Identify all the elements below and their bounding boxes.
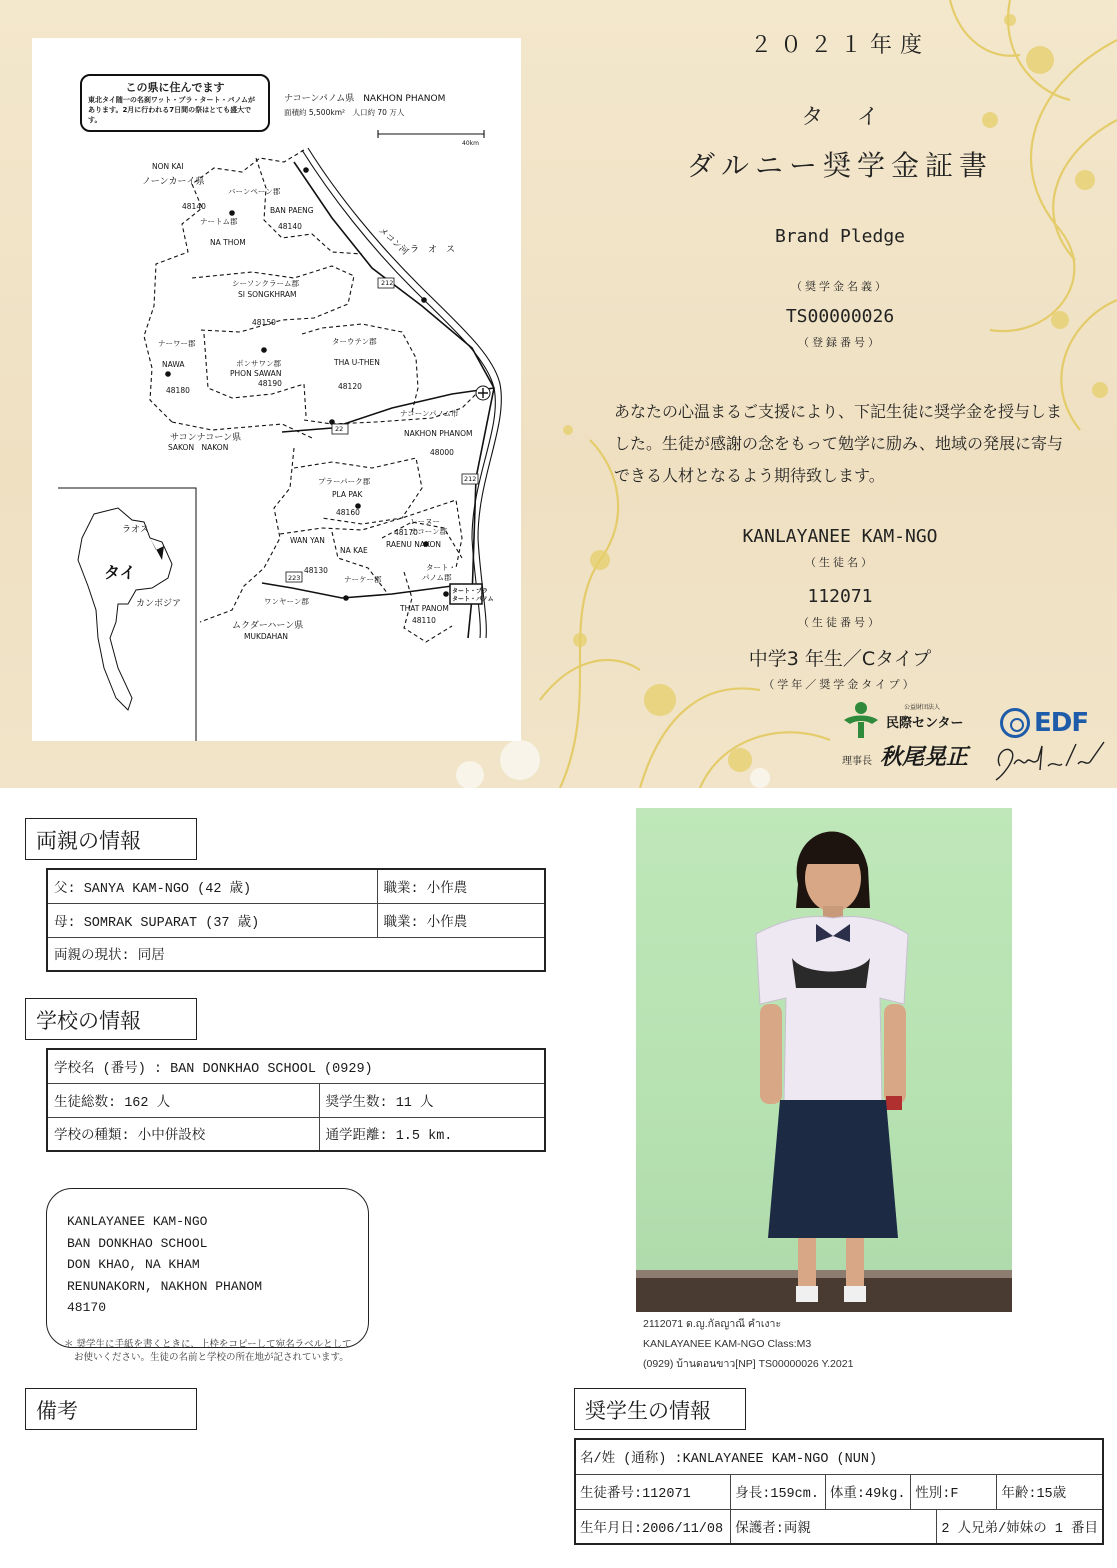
father-job-cell: 職業: 小作農: [377, 869, 545, 903]
map-label: 48110: [412, 616, 436, 625]
age-cell: 年齢:15歳: [997, 1474, 1103, 1509]
map-label: カンボジア: [136, 599, 182, 609]
map-label: BAN PAENG: [270, 206, 314, 215]
map-label: 48160: [336, 508, 360, 517]
map-label: PHON SAWAN: [230, 369, 282, 378]
map-province-name: ナコーンパノム県 NAKHON PHANOM: [284, 94, 446, 104]
parents-table: [46, 868, 546, 972]
map-label: ムクダーハーン県: [232, 621, 304, 631]
map-label: 48000: [430, 448, 454, 457]
org-emblem-icon: [842, 700, 880, 738]
map-label: THA U-THEN: [334, 358, 380, 367]
table-row: [47, 1117, 545, 1151]
address-label: [46, 1188, 369, 1348]
siblings-cell: 2 人兄弟/姉妹の 1 番目: [937, 1509, 1103, 1544]
map-label: パノム郡: [422, 573, 452, 582]
province-map: [32, 38, 521, 741]
map-label: NA THOM: [210, 238, 246, 247]
school-name-cell: 学校名 (番号) : BAN DONKHAO SCHOOL (0929): [47, 1049, 545, 1083]
map-label: ナーワー郡: [158, 339, 196, 348]
map-label: ナートム郡: [200, 217, 238, 226]
map-label: ナコーン郡: [410, 527, 448, 536]
map-label: 48130: [304, 566, 328, 575]
address-note-line: ＊ 奨学生に手紙を書くときに、上枠をコピーして宛名ラベルとして: [64, 1339, 352, 1350]
map-legend-title: この県に住んでます: [125, 81, 225, 94]
edf-emblem-icon: [1000, 708, 1030, 738]
student-name: KANLAYANEE KAM-NGO: [742, 526, 938, 547]
parents-status-cell: 両親の現状: 同居: [47, 937, 545, 971]
scholar-name-cell: 名/姓 (通称) :KANLAYANEE KAM-NGO (NUN): [575, 1439, 1103, 1474]
president-label: 理事長: [842, 756, 872, 767]
student-photo: [636, 808, 1012, 1312]
map-label: ラ オ ス: [410, 245, 456, 255]
table-row: [575, 1474, 1103, 1509]
total-students-cell: 生徒総数: 162 人: [47, 1083, 319, 1117]
map-label: プラーパーク郡: [318, 477, 371, 486]
map-label: ターウテン郡: [332, 337, 377, 346]
map-label: PLA PAK: [332, 490, 363, 499]
table-row: [47, 1083, 545, 1117]
map-legend-box: [80, 74, 270, 132]
father-cell: 父: SANYA KAM-NGO (42 歳): [47, 869, 377, 903]
map-label: 48170: [394, 528, 418, 537]
birthdate-cell: 生年月日:2006/11/08: [575, 1509, 731, 1544]
address-note: [64, 1338, 352, 1364]
map-label: ナコーンパノム市: [400, 409, 459, 418]
certificate-title: ダルニー奨学金証書: [686, 149, 993, 182]
map-label: 48140: [182, 202, 206, 211]
photo-caption-line: (0929) บ้านดอนขาว[NP] TS00000026 Y.2021: [643, 1358, 854, 1370]
map-label: 212: [381, 279, 394, 287]
map-label: サコンナコーン県: [170, 433, 242, 443]
photo-caption-line: KANLAYANEE KAM-NGO Class:M3: [643, 1338, 812, 1350]
scholar-heading: 奨学生の情報: [574, 1388, 746, 1430]
map-label: NA KAE: [340, 546, 368, 555]
map-label: ラオス: [122, 525, 149, 535]
certificate-country: タイ: [801, 105, 913, 130]
map-legend-body: 東北タイ随一の名刹ワット・プラ・タート・パノムがあります。2月に行われる7日間の祭はとても盛大です。: [88, 96, 256, 124]
table-row: [47, 937, 545, 971]
school-type-cell: 学校の種類: 小中併設校: [47, 1117, 319, 1151]
photo-caption-line: 2112071 ด.ญ.กัลญาณี คำเงาะ: [643, 1318, 782, 1330]
map-label: 48120: [338, 382, 362, 391]
table-row: [47, 869, 545, 903]
school-table: [46, 1048, 546, 1152]
map-label: 22: [335, 425, 344, 433]
scholar-table: [574, 1438, 1104, 1545]
school-distance-cell: 通学距離: 1.5 km.: [319, 1117, 545, 1151]
remarks-heading: 備考: [25, 1388, 197, 1430]
address-line: DON KHAO, NA KHAM: [67, 1257, 200, 1272]
table-row: [47, 1049, 545, 1083]
map-label: レーヌー: [410, 517, 440, 526]
edf-logo: [1000, 706, 1100, 740]
mother-cell: 母: SOMRAK SUPARAT (37 歳): [47, 903, 377, 937]
map-label: タート・パノム: [452, 596, 494, 603]
map-label: バーンペーン郡: [228, 187, 281, 196]
parents-heading: 両親の情報: [25, 818, 197, 860]
address-line: KANLAYANEE KAM-NGO: [67, 1214, 208, 1229]
sponsor-name-label: （奨学金名義）: [791, 280, 889, 293]
student-number-label: （生徒番号）: [798, 616, 882, 629]
org-small-label: 公益財団法人: [904, 704, 941, 711]
map-label: タイ: [104, 563, 136, 582]
map-label: シーソンクラーム郡: [232, 279, 300, 288]
student-name-label: （生徒名）: [805, 556, 875, 569]
map-label: THAT PANOM: [400, 604, 449, 613]
map-label: タート・プラ: [452, 588, 489, 595]
certificate-year: ２０２１年度: [749, 33, 930, 58]
student-no-cell: 生徒番号:112071: [575, 1474, 731, 1509]
scholarship-students-cell: 奨学生数: 11 人: [319, 1083, 545, 1117]
table-row: [575, 1509, 1103, 1544]
map-label: ノーンカーイ県: [142, 177, 205, 187]
student-number: 112071: [807, 586, 873, 607]
height-cell: 身長:159cm.: [731, 1474, 826, 1509]
map-label: 48190: [258, 379, 282, 388]
map-label: 223: [288, 574, 301, 582]
map-scale-label: 40km: [462, 140, 479, 147]
map-label: RAENU NAKON: [386, 540, 442, 549]
school-heading: 学校の情報: [25, 998, 197, 1040]
student-photo-drawing: [636, 808, 1012, 1312]
mother-job-cell: 職業: 小作農: [377, 903, 545, 937]
map-label: 212: [464, 475, 477, 483]
edf-logo-text: EDF: [1034, 708, 1089, 738]
address-line: RENUNAKORN, NAKHON PHANOM: [67, 1278, 263, 1294]
map-label: NAKHON PHANOM: [404, 429, 473, 438]
map-label: 48140: [278, 222, 302, 231]
grade-type-label: （学年／奨学金タイプ）: [763, 678, 917, 691]
map-label: タート・: [426, 563, 456, 572]
sex-cell: 性別:F: [911, 1474, 997, 1509]
registration-number-label: （登録番号）: [798, 336, 882, 349]
guardian-cell: 保護者:両親: [731, 1509, 937, 1544]
map-label: メコン河: [376, 225, 410, 258]
map-label: NON KAI: [152, 162, 184, 171]
address-line: 48170: [67, 1300, 107, 1315]
sponsor-name: Brand Pledge: [774, 226, 906, 247]
address-note-line: お使いください。生徒の名前と学校の所在地が記されています。: [74, 1352, 349, 1363]
map-label: 48150: [252, 318, 276, 327]
table-row: [47, 903, 545, 937]
photo-caption: [643, 1314, 853, 1374]
grade-type: 中学3 年生／Cタイプ: [748, 648, 932, 670]
map-label: ワンヤーン郡: [264, 597, 309, 606]
weight-cell: 体重:49kg.: [825, 1474, 910, 1509]
org-logo: [842, 700, 982, 740]
registration-number: TS00000026: [785, 306, 895, 327]
map-label: WAN YAN: [290, 536, 325, 545]
map-province-stats: 面積約 5,500km² 人口約 70 万人: [284, 108, 405, 117]
president-signature: 秋尾晃正: [880, 744, 969, 770]
map-label: NAWA: [162, 360, 185, 369]
address-line: BAN DONKHAO SCHOOL: [67, 1235, 208, 1251]
table-row: [575, 1439, 1103, 1474]
map-label: ポンサワン郡: [236, 359, 281, 368]
org-name: 民際センター: [886, 716, 964, 731]
map-label: SAKON NAKON: [168, 443, 229, 452]
map-label: SI SONGKHRAM: [238, 290, 297, 299]
map-label: ナーケー郡: [344, 575, 382, 584]
map-label: MUKDAHAN: [244, 632, 289, 641]
certificate-message: あなたの心温まるご支援により、下記生徒に奨学金を授与しました。生徒が感謝の念をもって勉学に励み、地域の発展に寄与できる人材となるよう期待致します。: [614, 402, 1063, 485]
edf-signature: [992, 736, 1108, 782]
map-label: 48180: [166, 386, 190, 395]
